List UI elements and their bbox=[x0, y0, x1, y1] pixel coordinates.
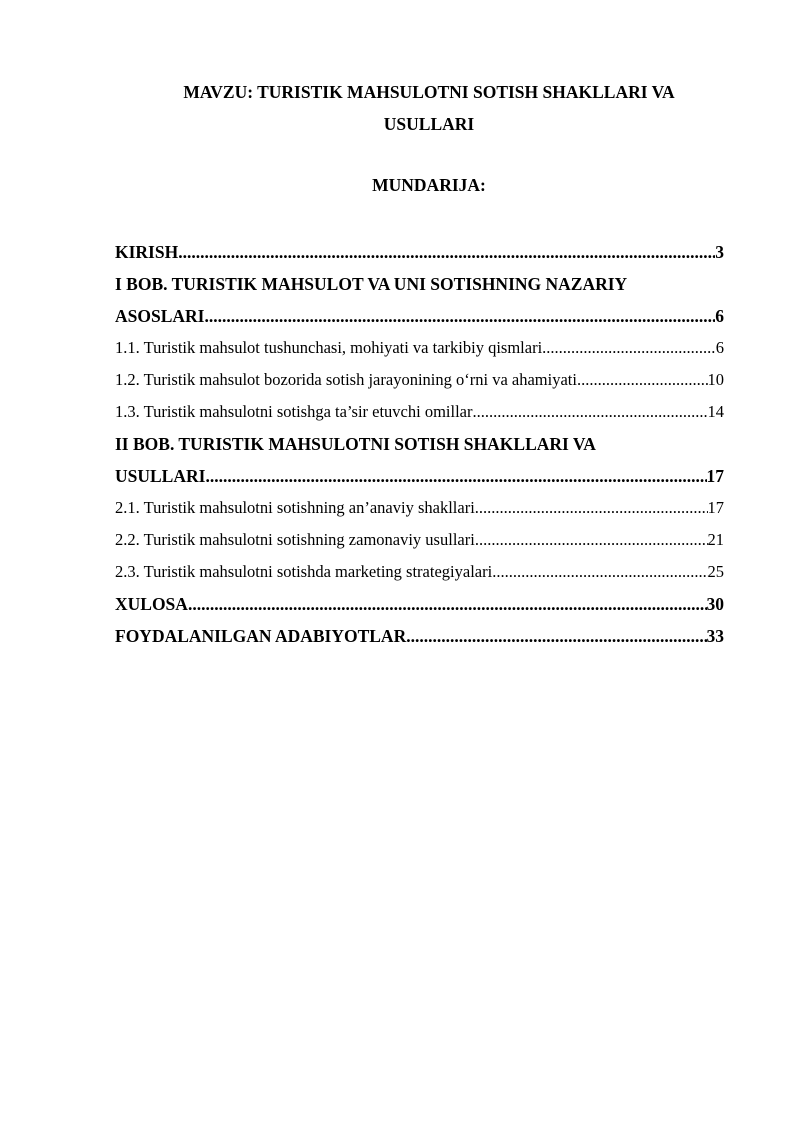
toc-entry-label: KIRISH bbox=[115, 242, 179, 262]
toc-page-number: 25 bbox=[707, 562, 724, 581]
toc-page-number: 33 bbox=[706, 626, 724, 646]
table-of-contents bbox=[115, 236, 724, 652]
toc-entry-label: XULOSA bbox=[115, 594, 188, 614]
dot-leader bbox=[492, 556, 707, 588]
toc-entry-section-2-2[interactable] bbox=[115, 524, 724, 556]
dot-leader bbox=[204, 300, 715, 332]
toc-entry-section-2-3[interactable] bbox=[115, 556, 724, 588]
toc-entry-label: USULLARI bbox=[115, 466, 206, 486]
toc-page-number: 6 bbox=[715, 306, 724, 326]
toc-page-number: 6 bbox=[715, 338, 724, 357]
dot-leader bbox=[178, 236, 715, 268]
toc-entry-label: 1.1. Turistik mahsulot tushunchasi, mohiyati va tarkibiy qismlari bbox=[115, 338, 543, 357]
toc-page-number: 3 bbox=[715, 242, 724, 262]
toc-entry-section-1-3[interactable] bbox=[115, 396, 724, 428]
toc-entry-label: 1.3. Turistik mahsulotni sotishga ta’sir etuvchi omillar bbox=[115, 402, 473, 421]
dot-leader bbox=[542, 332, 716, 364]
toc-entry-label: FOYDALANILGAN ADABIYOTLAR bbox=[115, 626, 407, 646]
title-line-1: MAVZU: TURISTIK MAHSULOTNI SOTISH SHAKLLARI VA bbox=[183, 82, 675, 102]
toc-entry-adabiyotlar[interactable] bbox=[115, 620, 724, 652]
toc-entry-chapter1-line1[interactable]: I BOB. TURISTIK MAHSULOT VA UNI SOTISHNING NAZARIY bbox=[115, 274, 628, 294]
document-title bbox=[115, 76, 743, 140]
toc-page-number: 21 bbox=[707, 530, 724, 549]
toc-page-number: 17 bbox=[707, 498, 724, 517]
toc-page-number: 14 bbox=[707, 402, 724, 421]
dot-leader bbox=[406, 620, 706, 652]
toc-entry-chapter2[interactable] bbox=[115, 460, 724, 492]
toc-entry-section-1-1[interactable] bbox=[115, 332, 724, 364]
dot-leader bbox=[577, 364, 708, 396]
toc-page-number: 10 bbox=[707, 370, 724, 389]
toc-page-number: 30 bbox=[706, 594, 724, 614]
toc-entry-label: 1.2. Turistik mahsulot bozorida sotish jarayonining o‘rni va ahamiyati bbox=[115, 370, 577, 389]
toc-heading: MUNDARIJA: bbox=[372, 175, 486, 195]
toc-page-number: 17 bbox=[706, 466, 724, 486]
toc-entry-section-2-1[interactable] bbox=[115, 492, 724, 524]
toc-entry-kirish[interactable] bbox=[115, 236, 724, 268]
toc-entry-label: 2.3. Turistik mahsulotni sotishda marketing strategiyalari bbox=[115, 562, 493, 581]
dot-leader bbox=[188, 588, 707, 620]
toc-entry-label: 2.1. Turistik mahsulotni sotishning an’anaviy shakllari bbox=[115, 498, 475, 517]
toc-entry-label: 2.2. Turistik mahsulotni sotishning zamonaviy usullari bbox=[115, 530, 475, 549]
title-line-2: USULLARI bbox=[383, 114, 475, 134]
toc-entry-xulosa[interactable] bbox=[115, 588, 724, 620]
toc-entry-label: ASOSLARI bbox=[115, 306, 205, 326]
toc-entry-chapter2-line1[interactable]: II BOB. TURISTIK MAHSULOTNI SOTISH SHAKLLARI VA bbox=[115, 434, 596, 454]
dot-leader bbox=[205, 460, 706, 492]
dot-leader bbox=[475, 492, 708, 524]
dot-leader bbox=[475, 524, 708, 556]
toc-entry-section-1-2[interactable] bbox=[115, 364, 724, 396]
toc-entry-chapter1[interactable] bbox=[115, 300, 724, 332]
dot-leader bbox=[473, 396, 708, 428]
